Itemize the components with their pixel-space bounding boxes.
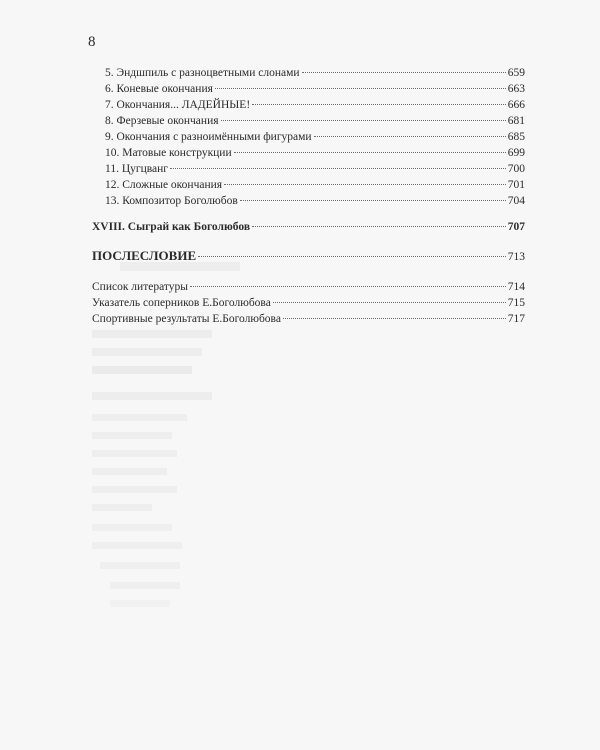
page-number: 8 bbox=[88, 34, 96, 50]
toc-entry-page: 681 bbox=[507, 115, 525, 127]
toc-entry-title: 11. Цугцванг bbox=[105, 163, 169, 175]
toc-entry-page: 663 bbox=[507, 83, 525, 95]
dot-leader bbox=[314, 136, 506, 137]
toc-entry bbox=[105, 146, 525, 160]
dot-leader bbox=[170, 168, 506, 169]
toc-entry-title: Список литературы bbox=[92, 281, 188, 293]
toc-entry-page: 704 bbox=[507, 195, 525, 207]
toc-chapter-page: 707 bbox=[507, 221, 525, 233]
toc-afterword-page: 713 bbox=[507, 251, 525, 263]
toc-entry-title: 13. Композитор Боголюбов bbox=[105, 195, 238, 207]
toc-entry-title: 6. Коневые окончания bbox=[105, 83, 213, 95]
dot-leader bbox=[283, 318, 506, 319]
toc-entry-page: 714 bbox=[507, 281, 525, 293]
toc-entry-page: 717 bbox=[507, 313, 525, 325]
toc-entry-page: 715 bbox=[507, 297, 525, 309]
toc-back-matter-entry bbox=[92, 312, 525, 326]
toc-entry-page: 700 bbox=[507, 163, 525, 175]
toc-entry-title: 7. Окончания... ЛАДЕЙНЫЕ! bbox=[105, 99, 251, 111]
toc-entry bbox=[105, 98, 525, 112]
toc-entry-title: Спортивные результаты Е.Боголюбова bbox=[92, 313, 281, 325]
toc-entry-title: 10. Матовые конструкции bbox=[105, 147, 232, 159]
toc-afterword-title: ПОСЛЕСЛОВИЕ bbox=[92, 248, 197, 263]
toc-entry bbox=[105, 130, 525, 144]
dot-leader bbox=[190, 286, 506, 287]
dot-leader bbox=[221, 120, 506, 121]
toc-entry bbox=[105, 194, 525, 208]
toc-afterword bbox=[92, 249, 525, 264]
toc-entry bbox=[105, 66, 525, 80]
toc-entry-page: 666 bbox=[507, 99, 525, 111]
dot-leader bbox=[252, 226, 506, 227]
toc-entry-title: 5. Эндшпиль с разноцветными слонами bbox=[105, 67, 300, 79]
toc-back-matter-entry bbox=[92, 280, 525, 294]
toc-entry-page: 701 bbox=[507, 179, 525, 191]
toc-entry bbox=[105, 114, 525, 128]
toc-entry bbox=[105, 162, 525, 176]
toc-entry-title: 9. Окончания с разноимёнными фигурами bbox=[105, 131, 312, 143]
dot-leader bbox=[198, 256, 506, 257]
toc-entry-title: 12. Сложные окончания bbox=[105, 179, 223, 191]
toc-back-matter-entry bbox=[92, 296, 525, 310]
toc-entry-title: Указатель соперников Е.Боголюбова bbox=[92, 297, 271, 309]
dot-leader bbox=[215, 88, 506, 89]
dot-leader bbox=[302, 72, 506, 73]
dot-leader bbox=[252, 104, 506, 105]
toc-entry-page: 685 bbox=[507, 131, 525, 143]
toc-entry-page: 659 bbox=[507, 67, 525, 79]
dot-leader bbox=[240, 200, 506, 201]
toc-entry bbox=[105, 178, 525, 192]
toc-entry-page: 699 bbox=[507, 147, 525, 159]
dot-leader bbox=[224, 184, 506, 185]
toc-entry bbox=[105, 82, 525, 96]
dot-leader bbox=[234, 152, 506, 153]
toc-chapter bbox=[92, 220, 525, 234]
dot-leader bbox=[273, 302, 506, 303]
toc-chapter-title: XVIII. Сыграй как Боголюбов bbox=[92, 221, 251, 233]
toc-entry-title: 8. Ферзевые окончания bbox=[105, 115, 219, 127]
